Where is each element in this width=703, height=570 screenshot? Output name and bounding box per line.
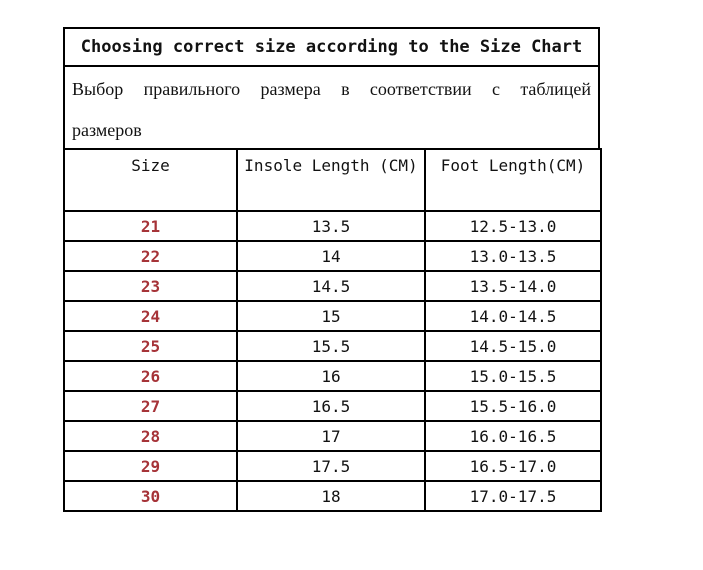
insole-length-cell: 15.5 [237, 331, 425, 361]
table-row [64, 271, 601, 301]
insole-length-cell: 15 [237, 301, 425, 331]
size-cell: 26 [64, 361, 237, 391]
size-table [63, 148, 602, 512]
size-cell: 25 [64, 331, 237, 361]
insole-length-cell: 13.5 [237, 211, 425, 241]
foot-length-cell: 17.0-17.5 [425, 481, 601, 511]
table-row [64, 331, 601, 361]
size-cell: 24 [64, 301, 237, 331]
insole-length-cell: 17.5 [237, 451, 425, 481]
insole-length-cell: 14.5 [237, 271, 425, 301]
foot-length-cell: 15.5-16.0 [425, 391, 601, 421]
header-row [64, 149, 601, 211]
foot-length-cell: 13.0-13.5 [425, 241, 601, 271]
foot-length-cell: 15.0-15.5 [425, 361, 601, 391]
insole-length-cell: 16.5 [237, 391, 425, 421]
size-cell: 27 [64, 391, 237, 421]
size-cell: 30 [64, 481, 237, 511]
chart-subtitle-russian: Выбор правильного размера в соответствии с таблицей размеров [63, 67, 600, 148]
table-row [64, 301, 601, 331]
insole-length-cell: 14 [237, 241, 425, 271]
foot-length-cell: 12.5-13.0 [425, 211, 601, 241]
table-row [64, 481, 601, 511]
insole-length-cell: 16 [237, 361, 425, 391]
foot-length-cell: 14.5-15.0 [425, 331, 601, 361]
table-row [64, 211, 601, 241]
size-cell: 22 [64, 241, 237, 271]
size-cell: 21 [64, 211, 237, 241]
table-row [64, 241, 601, 271]
size-cell: 29 [64, 451, 237, 481]
column-header-insole-length: Insole Length (CM) [237, 149, 425, 211]
column-header-foot-length: Foot Length(CM) [425, 149, 601, 211]
size-cell: 28 [64, 421, 237, 451]
table-body [64, 211, 601, 511]
insole-length-cell: 17 [237, 421, 425, 451]
table-row [64, 361, 601, 391]
insole-length-cell: 18 [237, 481, 425, 511]
foot-length-cell: 16.0-16.5 [425, 421, 601, 451]
size-chart-panel [63, 27, 600, 512]
foot-length-cell: 13.5-14.0 [425, 271, 601, 301]
foot-length-cell: 14.0-14.5 [425, 301, 601, 331]
foot-length-cell: 16.5-17.0 [425, 451, 601, 481]
table-row [64, 421, 601, 451]
table-row [64, 451, 601, 481]
size-cell: 23 [64, 271, 237, 301]
chart-title: Choosing correct size according to the Size Chart [63, 27, 600, 67]
column-header-size: Size [64, 149, 237, 211]
table-row [64, 391, 601, 421]
